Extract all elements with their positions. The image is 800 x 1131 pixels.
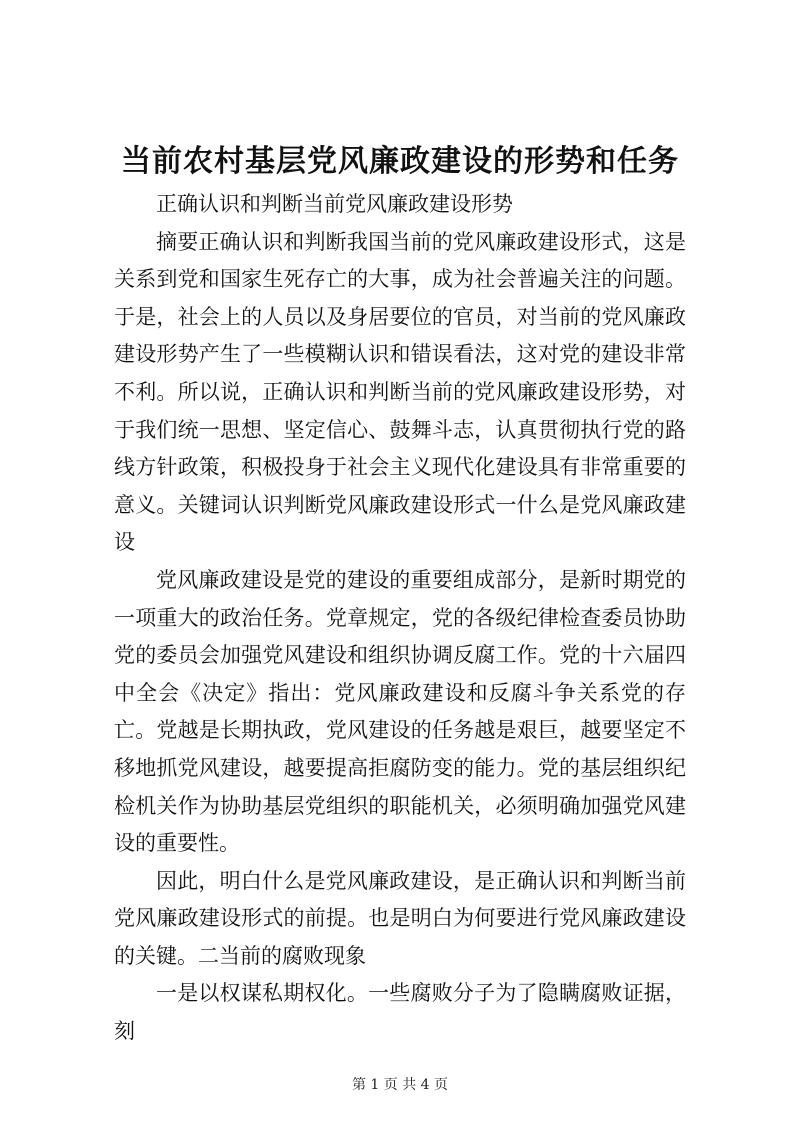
document-title: 当前农村基层党风廉政建设的形势和任务 [121, 144, 679, 179]
paragraph-conclusion: 因此，明白什么是党风廉政建设，是正确认识和判断当前党风廉政建设形式的前提。也是明白为何要进行党风廉政建设的关键。二当前的腐败现象 [114, 868, 686, 968]
paragraph-corruption-1: 一是以权谋私期权化。一些腐败分子为了隐瞒腐败证据，刻 [114, 981, 686, 1044]
paragraph-abstract: 摘要正确认识和判断我国当前的党风廉政建设形式，这是关系到党和国家生死存亡的大事，成为社会普遍关注的问题。于是，社会上的人员以及身居要位的官员，对当前的党风廉政建设形势产生了一些模糊认识和错误看法，这对党的建设非常不利。所以说，正确认识和判断当前的党风廉政建设形势，对于我们统一思想、坚定信心、鼓舞斗志，认真贯彻执行党的路线方针政策，积极投身于社会主义现代化建设具有非常重要的意义。关键词认识判断党风廉政建设形式一什么是党风廉政建设 [114, 229, 686, 555]
document-body [114, 186, 686, 1051]
page-number: 第 1 页 共 4 页 [351, 1077, 449, 1093]
paragraph-definition: 党风廉政建设是党的建设的重要组成部分，是新时期党的一项重大的政治任务。党章规定，党的各级纪律检查委员协助党的委员会加强党风建设和组织协调反腐工作。党的十六届四中全会《决定》指出：党风廉政建设和反腐斗争关系党的存亡。党越是长期执政，党风建设的任务越是艰巨，越要坚定不移地抓党风建设，越要提高拒腐防变的能力。党的基层组织纪检机关作为协助基层党组织的职能机关，必须明确加强党风建设的重要性。 [114, 567, 686, 856]
section-heading: 正确认识和判断当前党风廉政建设形势 [156, 192, 513, 216]
